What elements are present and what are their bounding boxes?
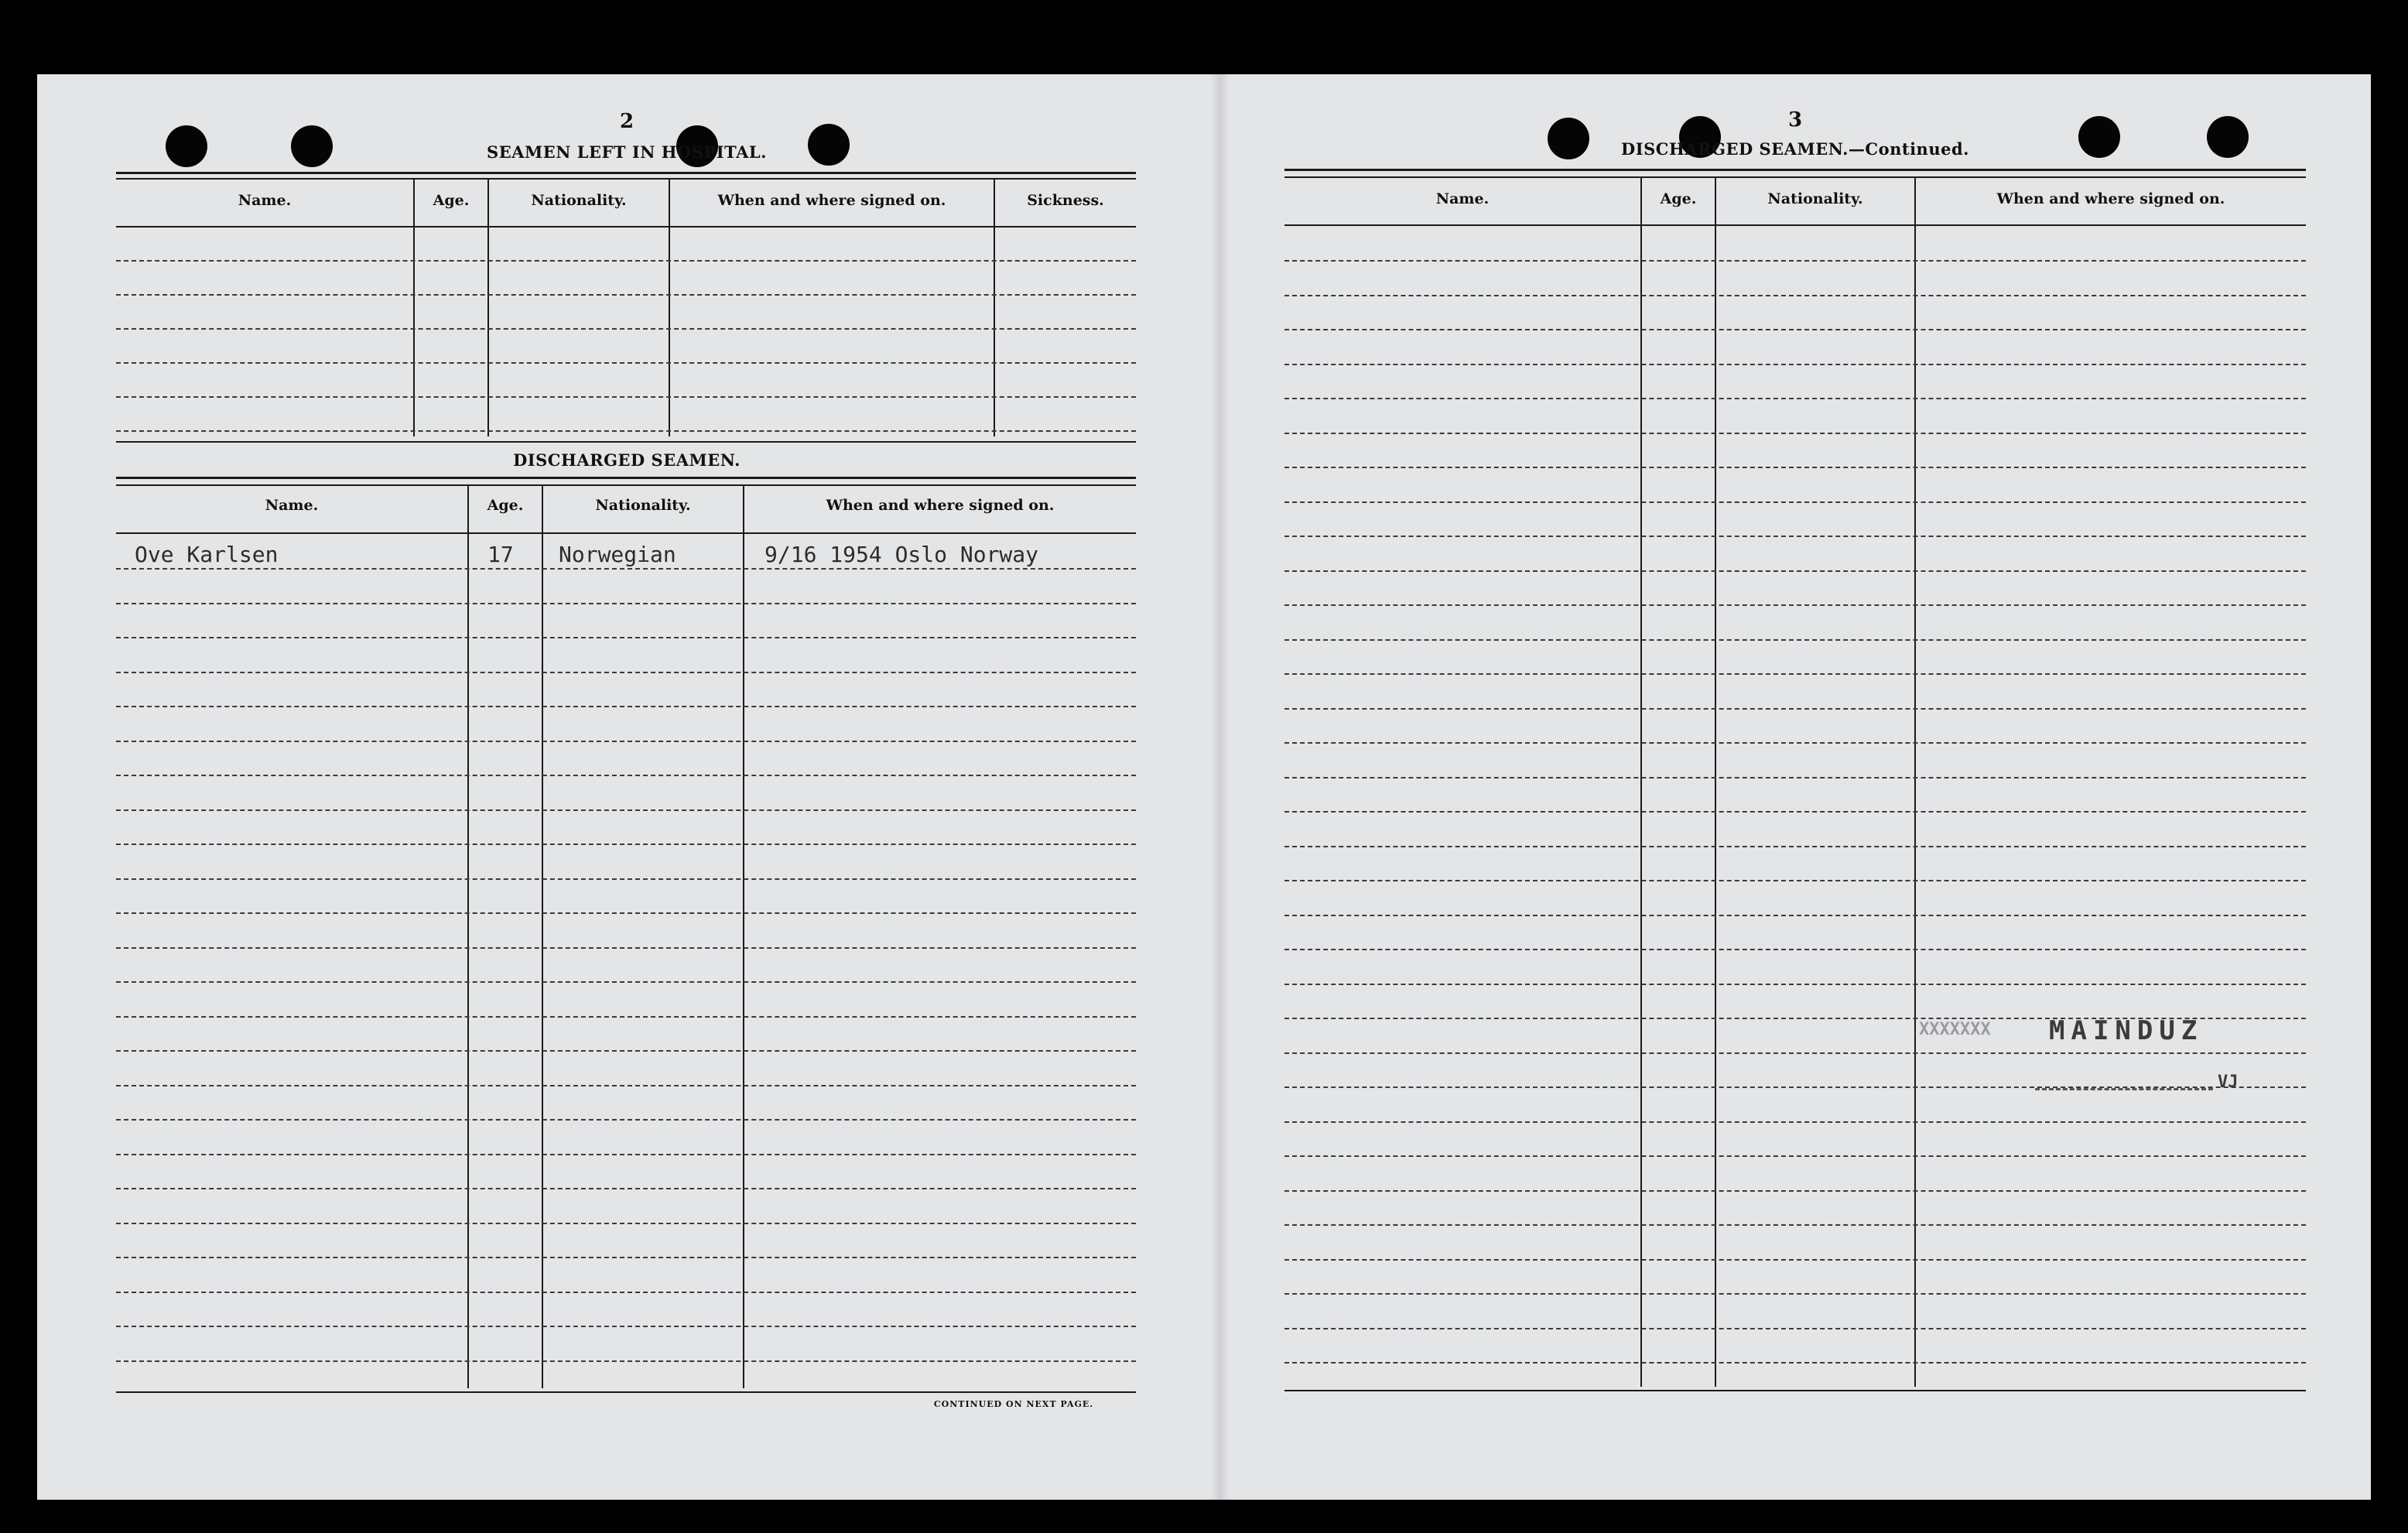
entry-line: [1284, 260, 2306, 262]
hospital-col-nationality: Nationality.: [531, 192, 627, 209]
column-divider: [994, 180, 995, 436]
punch-hole: [291, 125, 333, 167]
punch-hole: [1548, 118, 1589, 159]
entry-line: [1284, 777, 2306, 778]
table-rule: [116, 1391, 1136, 1393]
column-divider: [1715, 178, 1716, 1387]
entry-line: [116, 260, 1136, 262]
entry-line: [116, 1154, 1136, 1155]
table-rule: [1284, 176, 2306, 178]
discharged-col-age: Age.: [487, 497, 524, 514]
entry-line: [1284, 811, 2306, 813]
table-rule: [116, 441, 1136, 443]
entry-line: [1284, 846, 2306, 847]
entry-line: [1284, 984, 2306, 985]
entry-line: [1284, 501, 2306, 503]
entry-line: [1284, 536, 2306, 537]
right-col-nationality: Nationality.: [1767, 190, 1863, 207]
entry-line: [1284, 398, 2306, 399]
table-rule: [116, 532, 1136, 534]
table-rule: [116, 178, 1136, 180]
page-number: 3: [1787, 108, 1803, 132]
column-divider: [542, 486, 543, 1388]
entry-line: [116, 947, 1136, 949]
entry-line: [116, 912, 1136, 914]
right-col-name: Name.: [1435, 190, 1490, 207]
entry-line: [1284, 1328, 2306, 1329]
entry-line: [1284, 1293, 2306, 1295]
entry-line: [116, 775, 1136, 776]
discharged-continued-title: DISCHARGED SEAMEN.—Continued.: [1621, 139, 1969, 159]
page-number: 2: [619, 110, 634, 133]
entry-line: [116, 1188, 1136, 1189]
hospital-section-title: SEAMEN LEFT IN HOSPITAL.: [487, 142, 767, 162]
table-rule: [116, 484, 1136, 486]
entry-line: [1284, 1362, 2306, 1364]
seaman-name: Ove Karlsen: [135, 542, 279, 567]
entry-line: [116, 1085, 1136, 1086]
entry-line: [116, 294, 1136, 296]
entry-line: [116, 843, 1136, 845]
column-divider: [669, 180, 670, 436]
entry-line: [116, 328, 1136, 330]
entry-line: [116, 568, 1136, 570]
hospital-col-sickness: Sickness.: [1027, 192, 1104, 209]
entry-line: [116, 637, 1136, 638]
entry-line: [1284, 1224, 2306, 1226]
right-col-age: Age.: [1660, 190, 1697, 207]
table-rule: [116, 477, 1136, 479]
entry-line: [116, 1223, 1136, 1224]
entry-line: [116, 1326, 1136, 1327]
entry-line: [116, 362, 1136, 364]
table-rule: [1284, 169, 2306, 171]
column-divider: [467, 486, 469, 1388]
entry-line: [116, 1360, 1136, 1362]
column-divider: [1914, 178, 1916, 1387]
seaman-age: 17: [487, 542, 514, 567]
table-rule: [116, 172, 1136, 174]
entry-line: [1284, 570, 2306, 572]
entry-line: [1284, 329, 2306, 330]
hospital-col-age: Age.: [433, 192, 470, 209]
entry-line: [1284, 639, 2306, 641]
discharged-col-name: Name.: [265, 497, 319, 514]
punch-hole: [2207, 116, 2249, 158]
entry-line: [116, 809, 1136, 811]
entry-line: [116, 1119, 1136, 1121]
entry-line: [1284, 1155, 2306, 1157]
stamp-faint-text: XXXXXXX: [1919, 1020, 1991, 1039]
seaman-nationality: Norwegian: [559, 542, 676, 567]
entry-line: [1284, 949, 2306, 950]
column-divider: [413, 180, 415, 436]
stamp-main-text: MAINDUZ: [2049, 1015, 2204, 1046]
entry-line: [1284, 673, 2306, 675]
table-rule: [1284, 1390, 2306, 1391]
entry-line: [1284, 1259, 2306, 1261]
entry-line: [1284, 604, 2306, 606]
entry-line: [1284, 295, 2306, 296]
hospital-col-signed-on: When and where signed on.: [717, 192, 946, 209]
entry-line: [116, 1050, 1136, 1052]
punch-hole: [2078, 116, 2120, 158]
punch-hole: [166, 125, 207, 167]
entry-line: [116, 672, 1136, 673]
discharged-section-title: DISCHARGED SEAMEN.: [513, 450, 741, 470]
column-divider: [1640, 178, 1642, 1387]
discharged-col-signed-on: When and where signed on.: [826, 497, 1055, 514]
hospital-col-name: Name.: [238, 192, 292, 209]
entry-line: [1284, 364, 2306, 365]
entry-line: [116, 878, 1136, 880]
entry-line: [116, 706, 1136, 707]
entry-line: [116, 1016, 1136, 1018]
table-rule: [1284, 224, 2306, 226]
document-sheet: [37, 74, 2371, 1500]
discharged-col-nationality: Nationality.: [595, 497, 691, 514]
entry-line: [116, 1292, 1136, 1293]
entry-line: [1284, 467, 2306, 468]
entry-line: [116, 603, 1136, 604]
entry-line: [1284, 1190, 2306, 1192]
page-fold: [1210, 74, 1229, 1500]
table-rule: [116, 226, 1136, 228]
entry-line: [1284, 742, 2306, 744]
stamp-sub-text: VJ: [2218, 1073, 2239, 1092]
entry-line: [1284, 1121, 2306, 1123]
entry-line: [1284, 433, 2306, 434]
continued-note: CONTINUED ON NEXT PAGE.: [933, 1399, 1094, 1409]
column-divider: [487, 180, 489, 436]
entry-line: [1284, 1052, 2306, 1054]
seaman-signed-on: 9/16 1954 Oslo Norway: [764, 542, 1039, 567]
entry-line: [116, 396, 1136, 398]
entry-line: [1284, 708, 2306, 710]
right-col-signed-on: When and where signed on.: [1996, 190, 2225, 207]
entry-line: [1284, 880, 2306, 881]
entry-line: [116, 1257, 1136, 1258]
entry-line: [116, 981, 1136, 983]
entry-line: [1284, 915, 2306, 916]
column-divider: [743, 486, 744, 1388]
entry-line: [116, 430, 1136, 432]
stamp-line: [2035, 1088, 2213, 1090]
entry-line: [116, 741, 1136, 742]
